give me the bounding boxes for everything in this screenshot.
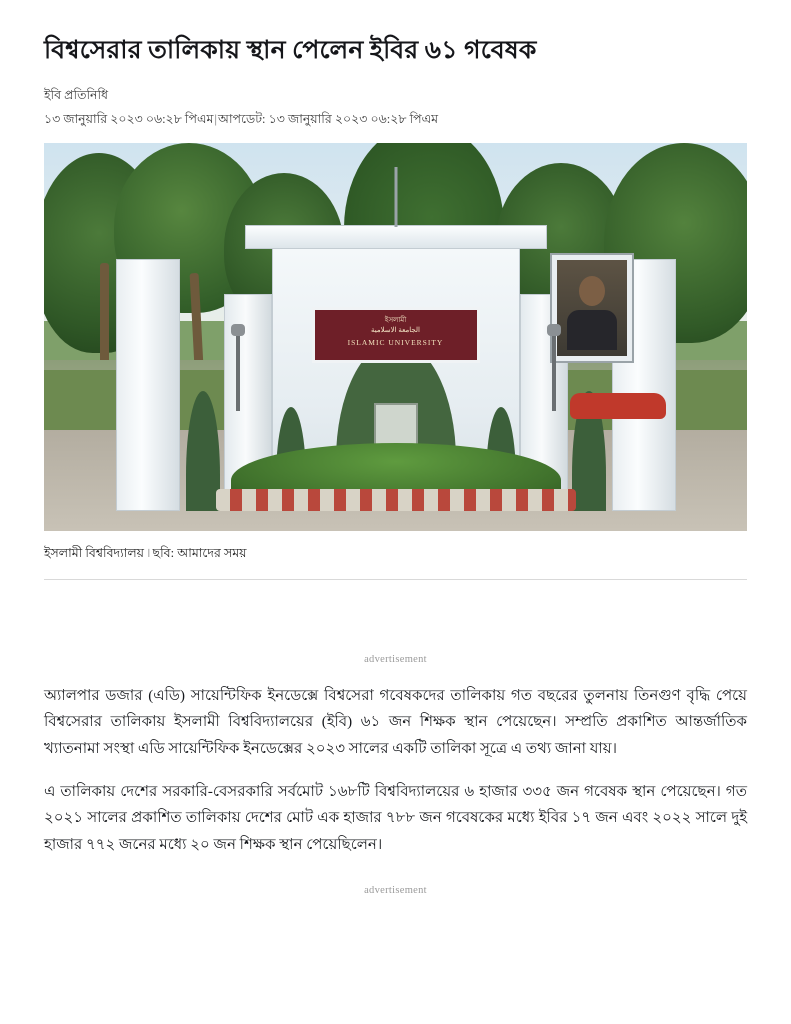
updated-timestamp: আপডেট: ১৩ জানুয়ারি ২০২৩ ০৬:২৮ পিএম	[217, 111, 439, 126]
lamp-post-icon	[552, 333, 556, 411]
lamp-head	[231, 324, 245, 336]
signboard-bangla-left: ইসলামী	[384, 315, 407, 324]
dateline	[44, 110, 474, 129]
signboard-arabic: الجامعة الاسلامية	[371, 326, 420, 335]
article-photo	[44, 143, 747, 531]
flag-mast	[394, 167, 397, 227]
lamp-post-icon	[236, 333, 240, 411]
portrait-body	[567, 310, 617, 350]
published-timestamp: ১৩ জানুয়ারি ২০২৩ ০৬:২৮ পিএম	[44, 111, 214, 126]
article-paragraph: এ তালিকায় দেশের সরকারি-বেসরকারি সর্বমোট ১৬৮টি বিশ্ববিদ্যালয়ের ৬ হাজার ৩৩৫ জন গবেষক স্থান পেয়েছেন। গত ২০২১ সালের প্রকাশিত তালিকায় দেশের মোট এক হাজার ৭৮৮ জন গবেষকের মধ্যে ইবির ১৭ জন এবং ২০২২ সালে দুই হাজার ৭৭২ জনের মধ্যে ২০ জন শিক্ষক স্থান পেয়েছিলেন।	[44, 783, 747, 854]
lamp-head	[547, 324, 561, 336]
advertisement-slot-top: advertisement	[364, 653, 427, 665]
figure-caption	[44, 544, 747, 563]
university-gate	[116, 211, 676, 511]
caption-separator: ।	[146, 545, 151, 560]
caption-credit: ছবি: আমাদের সময়	[152, 545, 247, 560]
portrait-face	[579, 276, 605, 306]
gate-arch	[186, 391, 220, 511]
gate-entablature	[245, 225, 547, 249]
divider	[44, 579, 747, 580]
portrait-frame	[552, 255, 632, 361]
page-title: বিশ্বসেরার তালিকায় স্থান পেলেন ইবির ৬১ গবেষক	[44, 37, 537, 64]
byline-author: ইবি প্রতিনিধি	[44, 87, 109, 102]
article-figure	[44, 143, 747, 563]
gate-pillar-left	[116, 259, 180, 511]
article-paragraph: অ্যালপার ডজার (এডি) সায়েন্টিফিক ইনডেক্সে বিশ্বসেরা গবেষকদের তালিকায় গত বছরের তুলনায় তিনগুণ বৃদ্ধি পেয়ে বিশ্বসেরার তালিকায় ইসলামী বিশ্ববিদ্যালয়ের (ইবি) ৬১ জন শিক্ষক স্থান পেয়েছেন। সম্প্রতি প্রকাশিত আন্তর্জাতিক খ্যাতনামা সংস্থা এডি সায়েন্টিফিক ইনডেক্সের ২০২৩ সালের একটি তালিকা সূত্রে এ তথ্য জানা যায়।	[44, 687, 747, 757]
article-body	[44, 683, 747, 859]
signboard-english: ISLAMIC UNIVERSITY	[347, 338, 444, 348]
university-signboard	[312, 307, 480, 363]
red-vehicle	[570, 393, 666, 419]
advertisement-slot-bottom: advertisement	[364, 884, 427, 896]
caption-text: ইসলামী বিশ্ববিদ্যালয়	[44, 545, 145, 560]
dateline-separator: |	[214, 111, 217, 126]
garden-planter	[216, 489, 576, 511]
